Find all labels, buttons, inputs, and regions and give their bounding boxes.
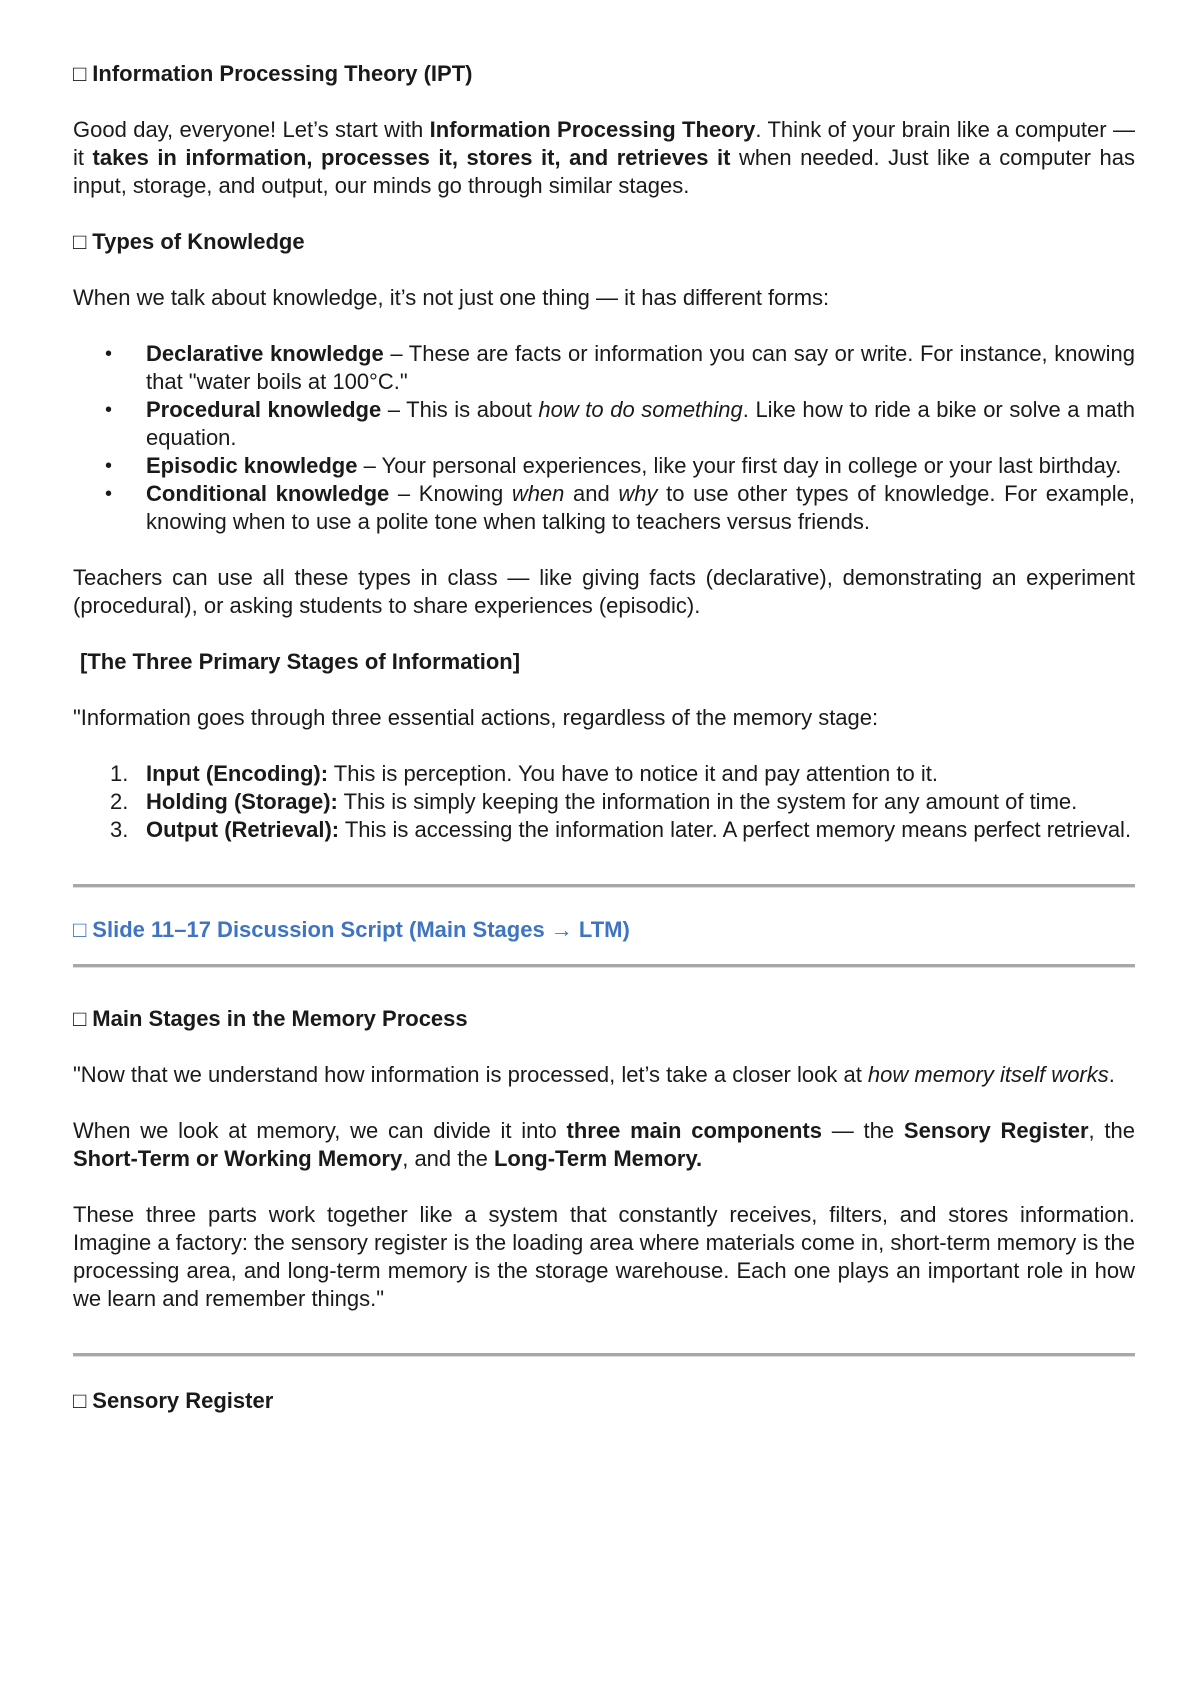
paragraph-ipt-intro	[73, 116, 1135, 200]
bold-run: Long-Term Memory.	[493, 1146, 703, 1171]
italic-run: how memory itself works	[867, 1062, 1109, 1087]
text-run: – This is about	[381, 397, 539, 422]
bold-run: three main components	[566, 1118, 822, 1143]
term: Conditional knowledge	[146, 481, 390, 506]
paragraph-main-stages-1	[73, 1061, 1135, 1089]
bold-run: takes in information, processes it, stores it, and retrieves it	[92, 145, 731, 170]
text-run: and	[564, 481, 619, 506]
text-run: . Think of your brain like a computer — it	[73, 117, 1135, 170]
text-run: when needed. Just like a computer has input, storage, and output, our minds go through similar stages.	[73, 145, 1135, 198]
text-run: .	[1108, 1062, 1115, 1087]
text-run: , and the	[402, 1146, 494, 1171]
list-item-procedural	[73, 396, 1135, 452]
text-run: — the	[822, 1118, 904, 1143]
section-heading-main-stages	[73, 1005, 1135, 1033]
paragraph-knowledge-outro: Teachers can use all these types in class — like giving facts (declarative), demonstrating an experiment (procedural), or asking students to share experiences (episodic).	[73, 565, 1135, 618]
text-run: This is accessing the information later. A perfect memory means perfect retrieval.	[339, 817, 1132, 842]
checkbox-icon: □	[73, 1388, 87, 1413]
heading-text: Slide 11–17 Discussion Script (Main Stages → LTM)	[92, 917, 630, 942]
knowledge-list	[73, 340, 1135, 536]
text-run: – Your personal experiences, like your first day in college or your last birthday.	[357, 453, 1122, 478]
bold-run: Short-Term or Working Memory	[73, 1146, 403, 1171]
heading-text: Information Processing Theory (IPT)	[92, 61, 473, 86]
text-run: When we look at memory, we can divide it into	[73, 1118, 567, 1143]
term: Declarative knowledge	[146, 341, 384, 366]
checkbox-icon: □	[73, 61, 87, 86]
list-item-declarative	[73, 340, 1135, 396]
text-run: to use other types of knowledge. For example, knowing when to use a polite tone when talking to teachers versus friends.	[146, 481, 1135, 534]
term: Output (Retrieval):	[146, 817, 340, 842]
list-number: 2.	[110, 789, 129, 814]
horizontal-rule	[73, 964, 1135, 968]
section-heading-sensory	[73, 1387, 1135, 1415]
heading-text: Main Stages in the Memory Process	[92, 1006, 468, 1031]
term: Procedural knowledge	[146, 397, 382, 422]
text-run: This is perception. You have to notice it and pay attention to it.	[328, 761, 938, 786]
text-run: "Now that we understand how information is processed, let’s take a closer look at	[73, 1062, 868, 1087]
section-heading-ipt	[73, 60, 1135, 88]
italic-run: why	[618, 481, 658, 506]
text-run: – These are facts or information you can say or write. For instance, knowing that "water boils at 100°C."	[146, 341, 1135, 394]
paragraph-main-stages-3: These three parts work together like a system that constantly receives, filters, and stores information. Imagine a factory: the sensory register is the loading area where materials come in, short-term memory is the processing area, and long-term memory is the storage warehouse. Each one plays an important role in how we learn and remember things."	[73, 1202, 1135, 1311]
term: Input (Encoding):	[146, 761, 329, 786]
list-item-input	[73, 760, 1135, 788]
horizontal-rule	[73, 1353, 1135, 1357]
italic-run: how to do something	[538, 397, 743, 422]
text-run: This is simply keeping the information in the system for any amount of time.	[337, 789, 1078, 814]
paragraph-main-stages-2	[73, 1117, 1135, 1173]
horizontal-rule	[73, 884, 1135, 888]
list-number: 1.	[110, 761, 129, 786]
bold-run: Information Processing Theory	[429, 117, 756, 142]
checkbox-icon: □	[73, 1006, 87, 1031]
heading-text: Types of Knowledge	[92, 229, 305, 254]
bold-run: Sensory Register	[903, 1118, 1089, 1143]
text-run: , the	[1088, 1118, 1135, 1143]
list-item-episodic	[73, 452, 1135, 480]
stages-list	[73, 760, 1135, 844]
text-run: Good day, everyone! Let’s start with	[73, 117, 430, 142]
paragraph-knowledge-intro: When we talk about knowledge, it’s not just one thing — it has different forms:	[73, 285, 830, 310]
text-run: – Knowing	[389, 481, 512, 506]
list-item-conditional	[73, 480, 1135, 536]
italic-run: when	[511, 481, 565, 506]
checkbox-icon: □	[73, 917, 87, 942]
section-heading-slide	[73, 916, 1135, 944]
section-heading-stages: [The Three Primary Stages of Information]	[80, 649, 521, 674]
document-page	[73, 60, 1135, 1415]
term: Holding (Storage):	[146, 789, 338, 814]
list-item-holding	[73, 788, 1135, 816]
checkbox-icon: □	[73, 229, 87, 254]
heading-text: Sensory Register	[92, 1388, 274, 1413]
list-item-output	[73, 816, 1135, 844]
text-run: . Like how to ride a bike or solve a math equation.	[146, 397, 1135, 450]
section-heading-knowledge	[73, 228, 1135, 256]
term: Episodic knowledge	[146, 453, 358, 478]
list-number: 3.	[110, 817, 129, 842]
paragraph-stages-intro: "Information goes through three essential actions, regardless of the memory stage:	[73, 705, 879, 730]
